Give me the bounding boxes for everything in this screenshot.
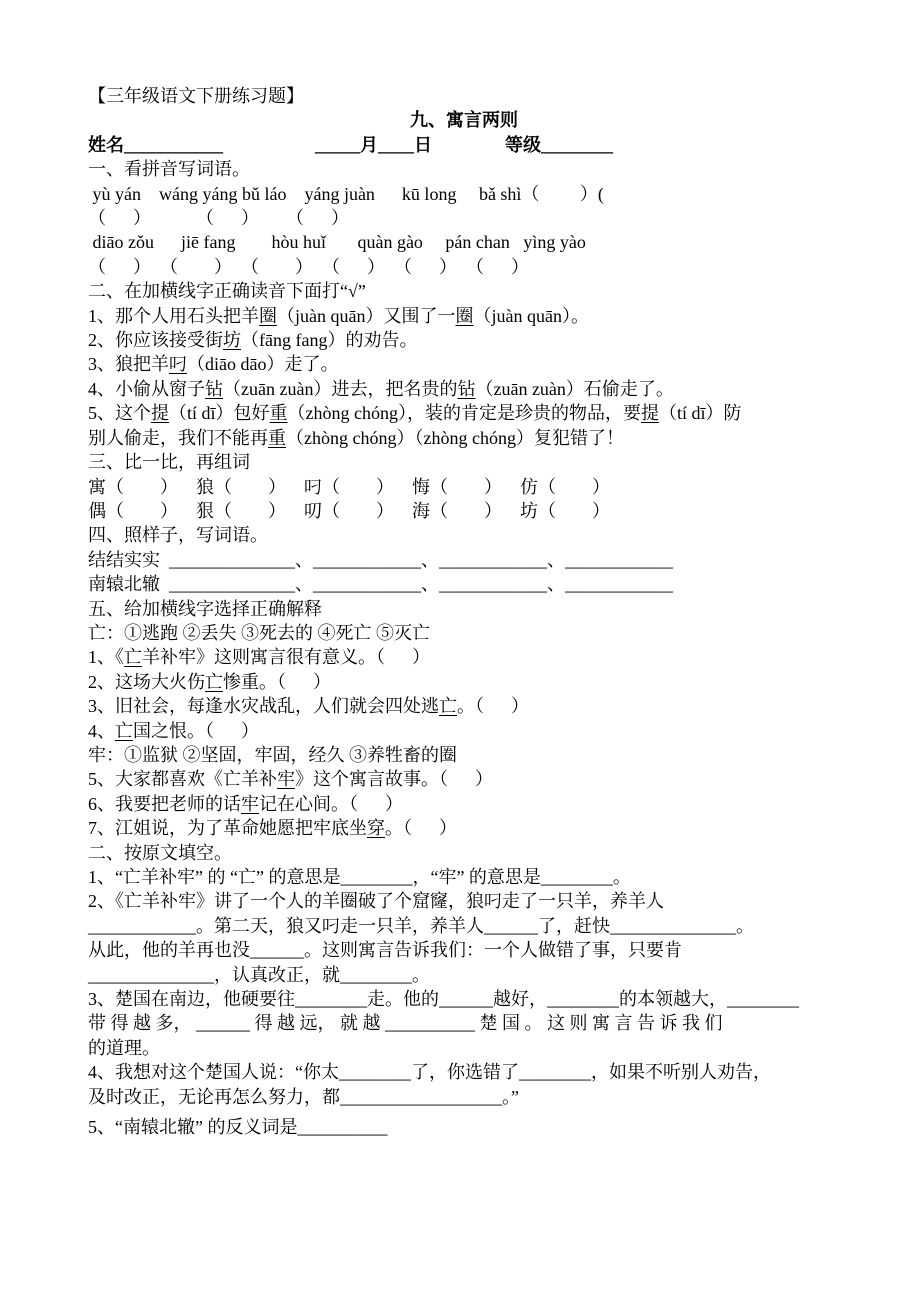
explain-item-6 bbox=[88, 792, 840, 816]
text-segment: 2、你应该接受街 bbox=[88, 330, 223, 351]
text-segment: 》这个寓言故事。（ ） bbox=[295, 769, 493, 790]
fill-q3-line1: 3、楚国在南边，他硬要往________走。他的______越好，________的本领越大，________ bbox=[88, 989, 799, 1010]
section-explain-title: 五、给加横线字选择正确解释 bbox=[88, 598, 322, 619]
underlined-char: 牢 bbox=[277, 769, 295, 790]
text-segment: 羊补牢》这则寓言很有意义。（ ） bbox=[142, 647, 430, 668]
underlined-char: 提 bbox=[151, 403, 169, 424]
explain-item-2 bbox=[88, 670, 840, 694]
text-segment: 3、狼把羊 bbox=[88, 354, 169, 375]
underlined-char: 亡 bbox=[439, 696, 457, 717]
underlined-char: 亡 bbox=[124, 647, 142, 668]
underlined-char: 穿 bbox=[367, 818, 385, 839]
text-segment: 惨重。（ ） bbox=[223, 671, 331, 692]
text-segment: 5、这个 bbox=[88, 403, 151, 424]
text-segment: （juàn quān）。 bbox=[473, 305, 589, 326]
section-pattern-title: 四、照样子，写词语。 bbox=[88, 525, 268, 546]
worksheet-title: 九、寓言两则 bbox=[410, 110, 518, 131]
section-pinyin-title: 一、看拼音写词语。 bbox=[88, 159, 250, 180]
text-segment: （diāo dāo）走了。 bbox=[187, 354, 339, 375]
fill-q2-line2: ____________。第二天，狼又叼走一只羊，养羊人______了，赶快______________。 bbox=[88, 915, 754, 936]
pattern-row-2: 南辕北辙 ______________、____________、____________、____________ bbox=[88, 574, 673, 595]
underlined-char: 重 bbox=[268, 427, 286, 448]
text-segment: 别人偷走，我们不能再 bbox=[88, 427, 268, 448]
explain-item-3 bbox=[88, 694, 840, 718]
pronounce-item-1 bbox=[88, 304, 840, 328]
compare-row-2: 偶（ ） 狠（ ） 叨（ ） 海（ ） 坊（ ） bbox=[88, 500, 610, 521]
text-segment: （zuān zuàn）石偷走了。 bbox=[475, 378, 674, 399]
pinyin-parens-row-1: （ ） （ ） （ ） bbox=[88, 208, 349, 229]
fill-q4-line2: 及时改正，无论再怎么努力，都__________________。” bbox=[88, 1086, 519, 1107]
text-segment: （juàn quān）又围了一 bbox=[277, 305, 456, 326]
explain-item-5 bbox=[88, 767, 840, 791]
fill-q2-line3: 从此，他的羊再也没______。这则寓言告诉我们：一个人做错了事，只要肯 bbox=[88, 940, 682, 961]
section-pronounce-title: 二、在加横线字正确读音下面打“√” bbox=[88, 281, 366, 302]
name-field: 姓名___________ bbox=[88, 134, 223, 155]
underlined-char: 亡 bbox=[115, 720, 133, 741]
pronounce-item-3 bbox=[88, 352, 840, 376]
text-segment: （tí dī）防 bbox=[659, 403, 742, 424]
underlined-char: 亡 bbox=[205, 671, 223, 692]
fill-q3-line2: 带 得 越 多， ______ 得 越 远， 就 越 __________ 楚 国 。 这 则 寓 言 告 诉 我 们 bbox=[88, 1013, 723, 1034]
text-segment: 2、这场大火伤 bbox=[88, 671, 205, 692]
fill-q4-line1: 4、我想对这个楚国人说：“你太________了，你选错了________，如果不听别人劝告， bbox=[88, 1062, 771, 1083]
text-segment: 3、旧社会，每逢水灾战乱，人们就会四处逃 bbox=[88, 696, 439, 717]
text-segment: 1、《 bbox=[88, 647, 124, 668]
text-segment: （tí dī）包好 bbox=[169, 403, 270, 424]
text-segment: 4、 bbox=[88, 720, 115, 741]
fill-q3-line3: 的道理。 bbox=[88, 1037, 160, 1058]
pinyin-row-1: yù yán wáng yáng bǔ láo yáng juàn kū long bǎ shì（ ）( bbox=[88, 183, 604, 204]
pronounce-item-4 bbox=[88, 377, 840, 401]
underlined-char: 坊 bbox=[223, 330, 241, 351]
pronounce-item-5 bbox=[88, 401, 840, 425]
pinyin-row-2: diāo zǒu jiē fang hòu huǐ quàn gào pán chan yìng yào bbox=[88, 232, 586, 253]
text-segment: 7、江姐说，为了革命她愿把牢底坐 bbox=[88, 818, 367, 839]
underlined-char: 提 bbox=[641, 403, 659, 424]
underlined-char: 钻 bbox=[205, 378, 223, 399]
fill-q2-line1: 2、《亡羊补牢》讲了一个人的羊圈破了个窟窿，狼叼走了一只羊，养羊人 bbox=[88, 891, 664, 912]
pronounce-item-5-continued bbox=[88, 426, 840, 450]
text-segment: 4、小偷从窗子 bbox=[88, 378, 205, 399]
underlined-char: 钻 bbox=[457, 378, 476, 399]
explain-wang-options: 亡：①逃跑 ②丢失 ③死去的 ④死亡 ⑤灭亡 bbox=[88, 622, 430, 643]
text-segment: 。（ ） bbox=[457, 696, 529, 717]
text-segment: 国之恨。（ ） bbox=[133, 720, 259, 741]
text-segment: 1、那个人用石头把羊 bbox=[88, 305, 259, 326]
fill-q2-line4: ______________，认真改正，就________。 bbox=[88, 964, 430, 985]
text-segment: （zhòng chóng），装的肯定是珍贵的物品，要 bbox=[287, 403, 641, 424]
header-tag: 【三年级语文下册练习题】 bbox=[88, 86, 304, 106]
fill-q5: 5、“南辕北辙” 的反义词是__________ bbox=[88, 1117, 388, 1138]
meta-line bbox=[88, 133, 840, 157]
underlined-char: 叼 bbox=[169, 354, 187, 375]
text-segment: （zuān zuàn）进去，把名贵的 bbox=[223, 378, 458, 399]
compare-row-1: 寓（ ） 狼（ ） 叼（ ） 悔（ ） 仿（ ） bbox=[88, 476, 610, 497]
text-segment: （fāng fang）的劝告。 bbox=[241, 330, 418, 351]
underlined-char: 圈 bbox=[259, 305, 277, 326]
pinyin-parens-row-2: （ ） （ ） （ ） （ ） （ ） （ ） bbox=[88, 256, 529, 277]
explain-lao-options: 牢：①监狱 ②坚固，牢固，经久 ③养牲畜的圈 bbox=[88, 744, 457, 765]
text-segment: 6、我要把老师的话 bbox=[88, 793, 241, 814]
pattern-row-1: 结结实实 ______________、____________、____________、____________ bbox=[88, 549, 673, 570]
grade-field: 等级________ bbox=[505, 134, 613, 155]
text-segment: 。（ ） bbox=[385, 818, 457, 839]
text-segment: （zhòng chóng）（zhòng chóng）复犯错了！ bbox=[286, 427, 624, 448]
fill-q1: 1、“亡羊补牢” 的 “亡” 的意思是________，“牢” 的意思是________。 bbox=[88, 867, 631, 887]
underlined-char: 圈 bbox=[455, 305, 474, 326]
text-segment: 5、大家都喜欢《亡羊补 bbox=[88, 769, 277, 790]
explain-item-1 bbox=[88, 645, 840, 669]
underlined-char: 重 bbox=[269, 403, 288, 424]
section-fill-title: 二、按原文填空。 bbox=[88, 842, 232, 863]
text-segment: 记在心间。（ ） bbox=[259, 793, 403, 814]
explain-item-7 bbox=[88, 816, 840, 840]
section-compare-title: 三、比一比，再组词 bbox=[88, 452, 250, 473]
explain-item-4 bbox=[88, 719, 840, 743]
pronounce-item-2 bbox=[88, 328, 840, 352]
date-field: _____月____日 bbox=[315, 134, 432, 155]
underlined-char: 牢 bbox=[241, 793, 259, 814]
